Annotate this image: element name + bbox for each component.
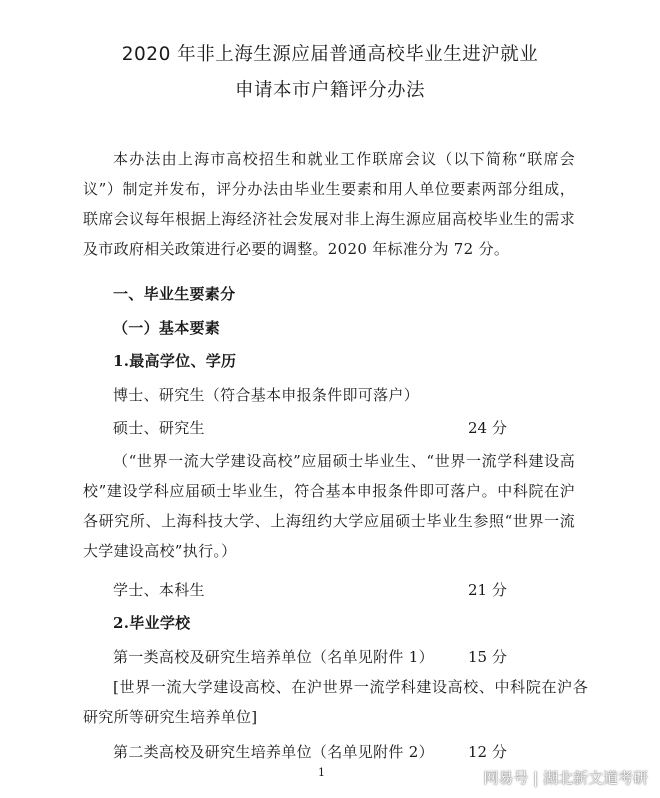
school-category-2-entry: 第二类高校及研究生培养单位（名单见附件 2） [113, 743, 434, 761]
subsection-heading-basic-factors: （一）基本要素 [113, 319, 221, 337]
school-category-1-score: 15 分 [468, 648, 507, 666]
bachelor-score: 21 分 [468, 581, 507, 599]
school-category-1-note: [世界一流大学建设高校、在沪世界一流学科建设高校、中科院在沪各研究所等研究生培养单位] [83, 678, 588, 726]
item-heading-school: 2.毕业学校 [113, 614, 191, 632]
school-category-2-score: 12 分 [468, 743, 507, 761]
school-category-1-entry: 第一类高校及研究生培养单位（名单见附件 1） [113, 648, 434, 666]
doctor-entry: 博士、研究生（符合基本申报条件即可落户） [113, 386, 420, 404]
master-entry: 硕士、研究生 [113, 419, 205, 437]
document-title-line-1: 2020 年非上海生源应届普通高校毕业生进沪就业 [121, 44, 539, 65]
item-heading-degree: 1.最高学位、学历 [113, 352, 237, 370]
section-heading-graduate-factors: 一、毕业生要素分 [113, 285, 236, 303]
master-score: 24 分 [468, 419, 507, 437]
master-note-paragraph: （“世界一流大学建设高校”应届硕士毕业生、“世界一流学科建设高校”建设学科应届硕士毕业生，符合基本申报条件即可落户。中科院在沪各研究所、上海科技大学、上海纽约大学应届硕士毕业生参照“世界一流大学建设高校”执行。） [83, 452, 575, 560]
bachelor-entry: 学士、本科生 [113, 581, 205, 599]
source-watermark: 网易号 | 湖北新文道考研 [483, 769, 648, 787]
document-title-line-2: 申请本市户籍评分办法 [234, 80, 425, 101]
page-number: 1 [318, 766, 325, 779]
intro-paragraph: 本办法由上海市高校招生和就业工作联席会议（以下简称“联席会议”）制定并发布，评分办法由毕业生要素和用人单位要素两部分组成，联席会议每年根据上海经济社会发展对非上海生源应届高校毕业生的需求及市政府相关政策进行必要的调整。2020 年标准分为 72 分。 [83, 150, 575, 258]
